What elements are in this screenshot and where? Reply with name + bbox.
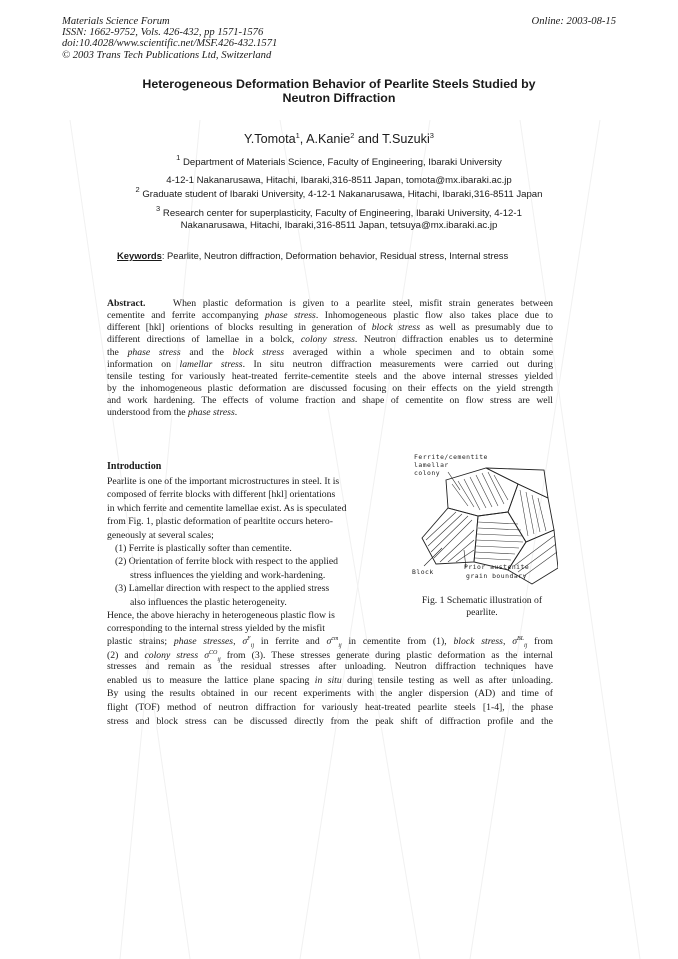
affiliation-2-mark: 2	[135, 185, 140, 194]
author-3-mark: 3	[429, 131, 434, 140]
author-2: A.Kanie	[306, 132, 351, 146]
intro-line: Hence, the above hierachy in heterogeneous plastic flow is	[107, 609, 335, 621]
affiliation-3-line-1: Research center for superplasticity, Faculty of Engineering, Ibaraki University, 4-12-1	[162, 208, 522, 219]
abstract-line: different [hkl] orientions of blocks resulting in generation of block stress as well as presumably due to	[107, 322, 553, 334]
author-1-mark: 1	[295, 131, 300, 140]
abstract-line: different directions of lamellae in a bolck, colony stress. Neutron diffraction enables us to determine	[107, 334, 553, 346]
abstract-line: the phase stress and the block stress averaged within a whole specimen and to obtain some	[107, 346, 553, 358]
figure-label-prior-austenite: Prior austenite	[464, 563, 530, 571]
intro-line: (3) Lamellar direction with respect to the applied stress	[115, 583, 330, 595]
affiliation-3-line-2: Nakanarusawa, Hitachi, Ibaraki,316-8511 Japan, tetsuya@mx.ibaraki.ac.jp	[180, 220, 498, 232]
abstract-line: cementite and ferrite accompanying phase stress. Inhomogeneous plastic flow also takes place due to	[107, 310, 553, 322]
paper-title	[100, 77, 578, 105]
abstract-label: Abstract.	[107, 298, 146, 309]
introduction-column	[107, 475, 407, 636]
intro-line: corresponding to the internal stress yielded by the misfit	[107, 623, 325, 635]
intro-line: from Fig. 1, plastic deformation of pearltite occurs hetero-	[107, 516, 333, 528]
intro-line: (2) Orientation of ferrite block with respect to the applied	[115, 556, 339, 568]
keywords-text: : Pearlite, Neutron diffraction, Deformation behavior, Residual stress, Internal stress	[161, 250, 509, 261]
intro-line: composed of ferrite blocks with different [hkl] orientations	[107, 489, 336, 501]
affiliation-3	[40, 203, 638, 232]
introduction-continuation	[107, 633, 553, 728]
intro-cont-line: stress and block stress can be discussed directly from the peak shift of diffraction profile and the	[107, 715, 553, 727]
affiliation-1-line-1: Department of Materials Science, Faculty of Engineering, Ibaraki University	[182, 157, 502, 168]
intro-cont-line: plastic strains; phase stresses, $\sigma^F_{ij}$ in ferrite and $\sigma^{cm}_{ij}$ in cementite from (1), block stress, $\sigma^{BL}_{ij}$ from	[107, 636, 553, 650]
title-line-1: Heterogeneous Deformation Behavior of Pearlite Steels Studied by	[142, 77, 536, 91]
grain-outline	[446, 468, 518, 516]
author-separator: ,	[299, 132, 307, 146]
figure-label-colony: colony	[414, 469, 441, 477]
intro-line: also influences the plastic heterogeneity.	[130, 596, 287, 608]
intro-line: in which ferrite and cementite lamellae exist. As is speculated	[107, 502, 347, 514]
title-line-2: Neutron Diffraction	[282, 91, 396, 105]
sigma-ferrite-symbol: $\sigma^F_{ij}$	[242, 636, 255, 650]
online-date: Online: 2003-08-15	[531, 16, 616, 27]
figure-label-colony: Ferrite/cementite	[414, 453, 488, 461]
affiliation-2-line-1: Graduate student of Ibaraki University, 4-12-1 Nakanarusawa, Hitachi, Ibaraki,316-8511 Japan	[142, 189, 543, 200]
affiliation-1-line-2: 4-12-1 Nakanarusawa, Hitachi, Ibaraki,316-8511 Japan, tomota@mx.ibaraki.ac.jp	[166, 175, 512, 187]
intro-cont-line: (2) and colony stress $\sigma^{CO}_{ij}$ from (3). These stresses generate during plastic deformation as the internal	[107, 649, 553, 663]
figure-caption-line-1: Fig. 1 Schematic illustration of	[421, 595, 543, 606]
intro-line: (1) Ferrite is plastically softer than cementite.	[115, 542, 292, 554]
sigma-cementite-symbol: $\sigma^{cm}_{ij}$	[326, 636, 342, 650]
abstract-line: information on lamellar stress. In situ neutron diffraction measurements were carried out during	[107, 358, 553, 370]
affiliation-1-mark: 1	[176, 153, 181, 162]
figure-label-block: Block	[412, 568, 434, 576]
abstract-line: understood from the phase stress.	[107, 407, 238, 419]
figure-label-colony: lamellar	[414, 461, 449, 469]
author-1: Y.Tomota	[244, 132, 296, 146]
abstract-line: by the inhomogeneous plastic deformation are discussed focusing on their effects on the yield strength	[107, 382, 553, 394]
journal-name: Materials Science Forum	[62, 16, 170, 27]
grain-outline	[486, 468, 548, 498]
keywords-label: Keywords	[117, 250, 162, 261]
citation-header	[62, 16, 277, 61]
author-3: T.Suzuki	[382, 132, 430, 146]
keywords	[117, 250, 508, 261]
author-and: and	[354, 132, 383, 146]
figure-caption	[407, 595, 557, 619]
intro-cont-line: By using the results obtained in our recent experiments with the angler dispersion (AD) and time of	[107, 688, 553, 700]
affiliation-3-mark: 3	[156, 204, 161, 213]
intro-cont-line: stresses and remain as the residual stresses after unloading. Neutron diffraction techniques have	[107, 661, 553, 673]
issn-line: ISSN: 1662-9752, Vols. 426-432, pp 1571-1576	[62, 27, 264, 39]
section-heading-introduction: Introduction	[107, 461, 162, 472]
intro-cont-line: flight (TOF) method of neutron diffraction for variously heat-treated pearlite steels [1-4], the phase	[107, 701, 553, 713]
intro-line: stress influences the yielding and work-hardening.	[130, 569, 326, 581]
author-list	[0, 131, 678, 146]
copyright-line: © 2003 Trans Tech Publications Ltd, Switzerland	[62, 49, 272, 61]
intro-line: Pearlite is one of the important microstructures in steel. It is	[107, 476, 340, 487]
abstract	[107, 298, 553, 419]
sigma-colony-symbol: $\sigma^{CO}_{ij}$	[204, 649, 221, 663]
figure-label-grain-boundary: grain boundary	[466, 572, 527, 580]
abstract-line: Abstract. When plastic deformation is given to a pearlite steel, misfit strain generates between	[107, 298, 553, 309]
author-2-mark: 2	[350, 131, 355, 140]
doi-line[interactable]: doi:10.4028/www.scientific.net/MSF.426-432.1571	[62, 38, 278, 50]
pearlite-schematic-figure	[408, 450, 558, 590]
sigma-block-symbol: $\sigma^{BL}_{ij}$	[512, 636, 528, 650]
affiliation-1	[40, 152, 638, 187]
abstract-line: tensile testing for variously heat-treated ferrite-cementite steels and the above internal stresses yielded	[107, 370, 553, 382]
intro-line: geneously at several scales;	[107, 529, 214, 541]
figure-caption-line-2: pearlite.	[466, 607, 498, 618]
abstract-line: and work hardening. The effects of volume fraction and shape of cementite on flow stress are well	[107, 395, 553, 407]
affiliation-2	[40, 184, 638, 201]
intro-cont-line: enabled us to measure the lattice plane spacing in situ during tensile testing as well as after unloading.	[107, 674, 553, 686]
